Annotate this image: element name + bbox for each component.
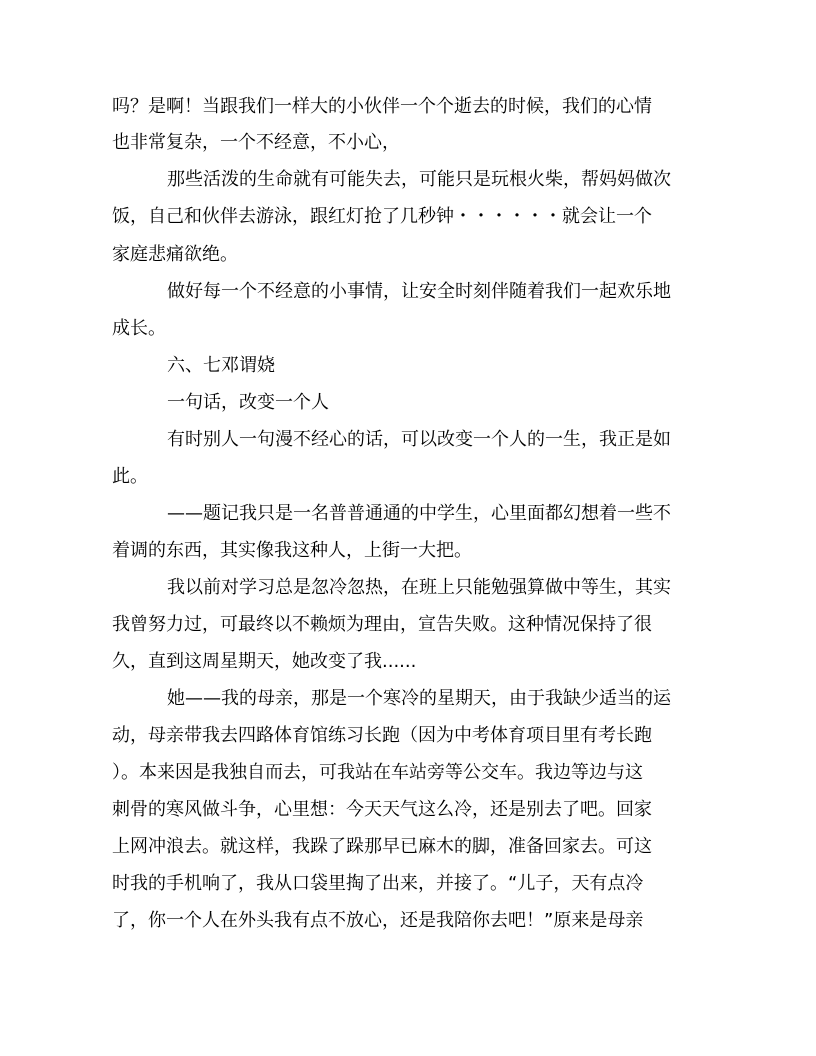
essay-title: 一句话，改变一个人 <box>167 392 329 413</box>
text-line: 久，直到这周星期天，她改变了我...... <box>112 651 417 672</box>
text-line: 吗？是啊！当跟我们一样大的小伙伴一个个逝去的时候，我们的心情 <box>112 96 652 117</box>
text-line: ——题记我只是一名普普通通的中学生，心里面都幻想着一些不 <box>167 503 671 524</box>
text-line: 有时别人一句漫不经心的话，可以改变一个人的一生，我正是如 <box>167 429 671 450</box>
text-line: ）。本来因是我独自而去，可我站在车站旁等公交车。我边等边与这 <box>112 762 643 783</box>
text-line: 家庭悲痛欲绝。 <box>112 244 238 265</box>
text-line: 动，母亲带我去四路体育馆练习长跑（因为中考体育项目里有考长跑 <box>112 725 652 746</box>
text-line: 了，你一个人在外头我有点不放心，还是我陪你去吧！”原来是母亲 <box>112 910 644 931</box>
text-line: 我曾努力过，可最终以不赖烦为理由，宣告失败。这种情况保持了很 <box>112 614 652 635</box>
text-line: 刺骨的寒风做斗争，心里想：今天天气这么冷，还是别去了吧。回家 <box>112 799 652 820</box>
section-heading: 六、七邓谓娆 <box>167 355 275 376</box>
text-line: 上网冲浪去。就这样，我跺了跺那早已麻木的脚，准备回家去。可这 <box>112 836 652 857</box>
text-line: 那些活泼的生命就有可能失去，可能只是玩根火柴，帮妈妈做次 <box>167 169 671 190</box>
text-line: 做好每一个不经意的小事情，让安全时刻伴随着我们一起欢乐地 <box>167 281 671 302</box>
text-line: 我以前对学习总是忽冷忽热，在班上只能勉强算做中等生，其实 <box>167 577 671 598</box>
text-line: 此。 <box>112 466 148 487</box>
text-line: 着调的东西，其实像我这种人，上街一大把。 <box>112 540 472 561</box>
text-line: 饭，自己和伙伴去游泳，跟红灯抢了几秒钟・・・・・・就会让一个 <box>112 206 652 227</box>
text-line: 也非常复杂，一个不经意，不小心， <box>112 132 400 153</box>
text-line: 她——我的母亲，那是一个寒冷的星期天，由于我缺少适当的运 <box>167 688 671 709</box>
text-line: 成长。 <box>112 318 166 339</box>
text-line: 时我的手机响了，我从口袋里掏了出来，并接了。“儿子，天有点冷 <box>112 873 644 894</box>
